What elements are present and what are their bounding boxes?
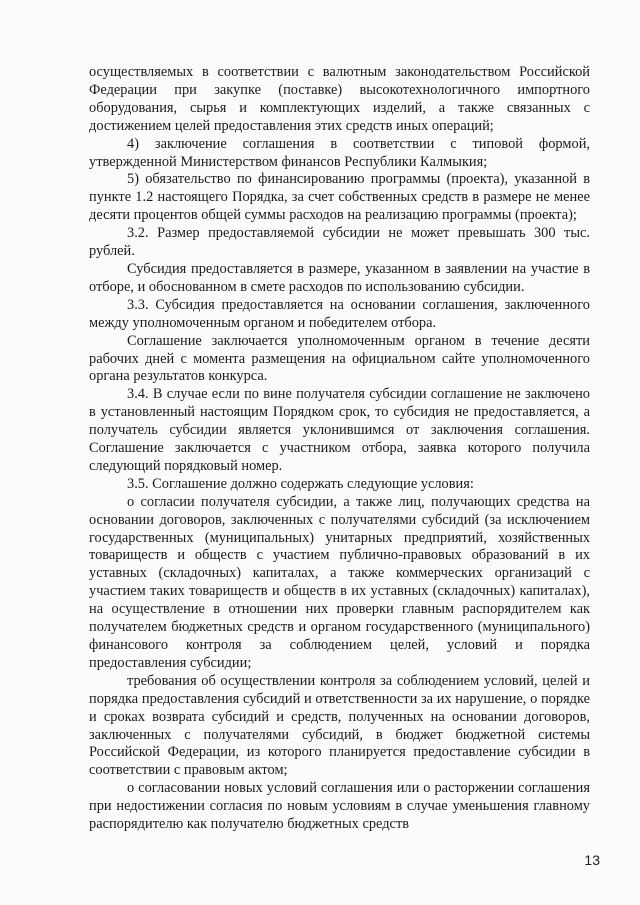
paragraph-item-5-cofinancing: 5) обязательство по финансированию программы (проекта), указанной в пункте 1.2 настоящего Порядка, за счет собственных средств в размере не менее десяти процентов общей суммы расходов на реализацию программы (проекта); <box>89 171 590 224</box>
paragraph-condition-consent: о согласии получателя субсидии, а также лиц, получающих средства на основании договоров, заключенных с получателями субсидий (за исключением государственных (муниципальных) унитарных предприятий, хозяйственных товариществ и обществ с участием публично-правовых образований в их уставных (складочных) капиталах, а также коммерческих организаций с участием таких товариществ и обществ в их уставных (складочных) капиталах), на осуществление в отношении них проверки главным распорядителем как получателем бюджетных средств и органом государственного (муниципального) финансового контроля за соблюдением целей, условий и порядка предоставления субсидии; <box>89 493 590 671</box>
paragraph-item-4-agreement: 4) заключение соглашения в соответствии с типовой формой, утвержденной Министерством финансов Республики Калмыкия; <box>89 135 590 170</box>
paragraph-condition-control: требования об осуществлении контроля за соблюдением условий, целей и порядка предоставления субсидий и ответственности за их нарушение, о порядке и сроках возврата субсидий и средств, полученных на основании договоров, заключенных с получателями субсидий, в бюджет бюджетной системы Российской Федерации, из которого планируется предоставление субсидии в соответствии с правовым актом; <box>89 672 590 779</box>
paragraph-condition-new-terms: о согласовании новых условий соглашения или о расторжении соглашения при недостижении согласия по новым условиям в случае уменьшения главному распорядителю как получателю бюджетных средств <box>89 780 590 833</box>
paragraph-agreement-term: Соглашение заключается уполномоченным органом в течение десяти рабочих дней с момента размещения на официальном сайте уполномоченного органа результатов конкурса. <box>89 332 590 385</box>
paragraph-3-5-conditions: 3.5. Соглашение должно содержать следующие условия: <box>127 475 474 492</box>
document-body <box>89 64 590 834</box>
paragraph-3-2-subsidy-limit: 3.2. Размер предоставляемой субсидии не может превышать 300 тыс. рублей. <box>89 225 590 260</box>
page-number: 13 <box>584 852 600 868</box>
paragraph-subsidy-amount: Субсидия предоставляется в размере, указанном в заявлении на участие в отборе, и обоснованном в смете расходов по использованию субсидии. <box>89 260 590 295</box>
paragraph-3-4-refusal: 3.4. В случае если по вине получателя субсидии соглашение не заключено в установленный настоящим Порядком срок, то субсидия не предоставляется, а получатель субсидии является уклонившимся от заключения соглашения. Соглашение заключается с участником отбора, заявка которого получила следующий порядковый номер. <box>89 386 590 474</box>
paragraph-3-3-agreement-basis: 3.3. Субсидия предоставляется на основании соглашения, заключенного между уполномоченным органом и победителем отбора. <box>89 296 590 331</box>
paragraph-continuation-currency: осуществляемых в соответствии с валютным законодательством Российской Федерации при закупке (поставке) высокотехнологичного импортного оборудования, сырья и комплектующих изделий, а также связанных с достижением целей предоставления этих средств иных операций; <box>89 64 590 134</box>
